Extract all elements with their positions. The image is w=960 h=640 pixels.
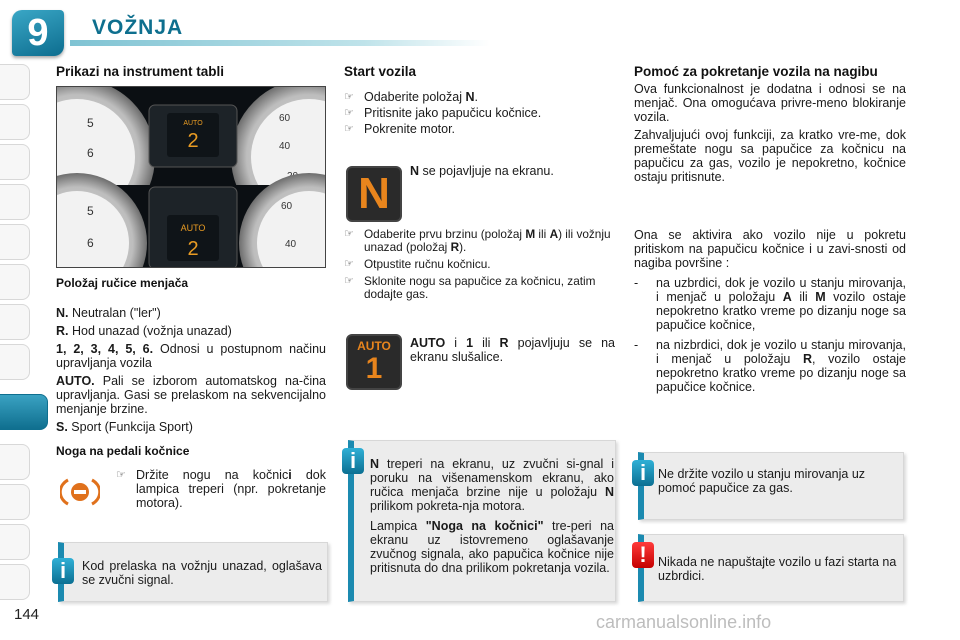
info-text: tre-peri na ekranu uz istovremeno oglašavanje zvučnog signala, ako papučica kočnice nije pritisnuta do dna prilikom pokretanja vozila. (370, 519, 614, 575)
info-text: prilikom pokreta-nja motora. (370, 499, 525, 513)
start-step (344, 122, 619, 136)
gear-item (56, 306, 326, 320)
step-text: Pritisnite jako papučicu kočnice. (364, 106, 542, 120)
step-end: . (474, 90, 478, 104)
column-start (344, 64, 619, 136)
column-hill-start (634, 64, 906, 184)
svg-text:40: 40 (279, 141, 291, 152)
gear-item (56, 420, 326, 434)
step-text: Otpustite ručnu kočnicu. (364, 257, 491, 271)
auto-display-digit: 1 (365, 351, 383, 385)
gear-digit-bottom: 2 (187, 238, 199, 260)
svg-text:5: 5 (87, 204, 94, 218)
dash-text: ili (791, 290, 816, 304)
bullet-icon: ☞ (344, 123, 354, 135)
info-bold: N (370, 457, 380, 471)
instrument-panel-illustration (57, 87, 326, 268)
side-tab[interactable] (0, 144, 30, 180)
brake-text-bold: i (288, 468, 292, 482)
step-text: ). (459, 240, 467, 254)
hill-dash-item (634, 276, 906, 332)
warning-icon: ! (632, 542, 654, 568)
step-text: ) ili vožnju unazad (položaj (364, 227, 611, 254)
hill-paragraph: Ova funkcionalnost je dodatna i odnosi se na menjač. Ona omogućava privre-meno blokiranje vozila. (634, 82, 906, 124)
start-step (344, 258, 619, 271)
gear-desc: Sport (Funkcija Sport) (71, 420, 193, 434)
brake-pedal-warning-icon (60, 474, 100, 510)
gear-digit-top: 2 (187, 130, 199, 152)
accelerator-info-box (638, 452, 904, 520)
instrument-panel-image (56, 86, 326, 268)
chapter-side-tabs (0, 64, 34, 624)
svg-text:60: 60 (279, 113, 291, 124)
auto-caption-text: pojavljuju se na ekranu slušalice. (410, 336, 615, 364)
bullet-icon: ☞ (344, 275, 354, 287)
gear-key: 1, 2, 3, 4, 5, 6. (56, 342, 154, 356)
auto-caption (410, 336, 615, 364)
gear-lever-heading: Položaj ručice menjača (56, 276, 189, 290)
hill-paragraph: Zahvaljujući ovoj funkciji, za kratko vre-me, dok premeštate nogu sa papučice za kočnicu na papučicu za gas, vozilo je nepokretno, kočnice ostaju pritisnute. (634, 128, 906, 184)
brake-section (56, 444, 326, 458)
auto-caption-bold: AUTO (410, 336, 446, 350)
column-instrument-display (56, 64, 326, 80)
side-tab-active[interactable] (0, 394, 48, 430)
side-tab[interactable] (0, 564, 30, 600)
dash-text: vozilo ostaje nepokretno kratko vreme po dizanju noge sa papučice kočnice, (656, 290, 906, 332)
dash-bold: A (782, 290, 792, 304)
auto-display-image (346, 334, 402, 390)
auto-caption-bold: 1 (466, 336, 474, 350)
info-bold: N (604, 485, 614, 499)
start-step (344, 106, 619, 120)
brake-text-end: dok lampica treperi (npr. pokretanje motora). (136, 468, 326, 510)
svg-text:60: 60 (281, 201, 293, 212)
dash-bold: M (815, 290, 826, 304)
hill-activation (634, 226, 906, 394)
auto-caption-text: i (445, 336, 467, 350)
auto-caption-text: ili (473, 336, 500, 350)
info-bold: "Noga na kočnici" (425, 519, 544, 533)
bullet-icon: ☞ (344, 258, 354, 270)
gear-key: S. (56, 420, 68, 434)
gear-item (56, 342, 326, 370)
side-tab[interactable] (0, 104, 30, 140)
svg-text:6: 6 (87, 236, 94, 250)
auto-label-bottom: AUTO (180, 223, 206, 233)
dash-text: , vozilo ostaje nepokretno kratko vreme po dizanju noge sa papučice kočnice. (656, 352, 906, 394)
side-tab[interactable] (0, 264, 30, 300)
start-info-box (348, 440, 616, 602)
brake-text: Držite nogu na kočnic (136, 468, 289, 482)
hill-warning-text: Nikada ne napuštajte vozilo u fazi starta na uzbrdici. (658, 555, 897, 583)
svg-text:40: 40 (285, 239, 297, 250)
svg-text:5: 5 (87, 116, 94, 130)
side-tab[interactable] (0, 344, 30, 380)
info-icon: i (52, 558, 74, 584)
section-heading: Prikazi na instrument tabli (56, 64, 225, 79)
info-icon: i (632, 460, 654, 486)
side-tab[interactable] (0, 524, 30, 560)
brake-bullet (116, 466, 326, 510)
bullet-icon: ☞ (344, 107, 354, 119)
side-tab[interactable] (0, 444, 30, 480)
side-tab[interactable] (0, 184, 30, 220)
step-text: Sklonite nogu sa papučice za kočnicu, zatim dodajte gas. (364, 274, 596, 301)
n-caption-text: se pojavljuje na ekranu. (419, 164, 554, 178)
step-text: Pokrenite motor. (364, 122, 456, 136)
reverse-info-text: Kod prelaska na vožnju unazad, oglašava se zvučni signal. (82, 559, 322, 587)
start-step (344, 275, 619, 301)
step-bold: N (465, 90, 475, 104)
dash-marker: - (634, 276, 639, 290)
watermark: carmanualsonline.info (596, 612, 772, 632)
accelerator-info-text: Ne držite vozilo u stanju mirovanja uz pomoć papučice za gas. (658, 467, 866, 495)
gear-lever-section (56, 276, 326, 434)
gear-item (56, 324, 326, 338)
step-text: Odaberite položaj (364, 90, 466, 104)
start-step (344, 228, 619, 254)
side-tab[interactable] (0, 224, 30, 260)
info-text: Lampica (370, 519, 426, 533)
gear-key: N. (56, 306, 69, 320)
auto-display-label: AUTO (357, 338, 391, 353)
dash-text: na uzbrdici, dok je vozilo u stanju mirovanja, i menjač u položaju (656, 276, 906, 304)
side-tab[interactable] (0, 64, 30, 100)
svg-text:6: 6 (87, 146, 94, 160)
step-bold: A (549, 227, 559, 241)
chapter-number-badge: 9 (12, 10, 64, 56)
hill-dash-item (634, 338, 906, 394)
step-text: Odaberite prvu brzinu (položaj (364, 227, 526, 241)
bullet-icon: ☞ (116, 469, 126, 481)
gear-desc: Hod unazad (vožnja unazad) (71, 324, 232, 338)
side-tab[interactable] (0, 304, 30, 340)
step-bold: R (450, 240, 460, 254)
start-info-text (370, 455, 614, 575)
start-step (344, 90, 619, 104)
start-steps-2 (344, 226, 619, 301)
hill-warning-box (638, 534, 904, 602)
side-tab[interactable] (0, 484, 30, 520)
gear-item (56, 374, 326, 416)
page-number: 144 (14, 606, 40, 623)
n-caption (410, 164, 615, 178)
hill-paragraph: Ona se aktivira ako vozilo nije u pokretu pritiskom na papučicu kočnice i u zavi-snosti od nagiba površine : (634, 228, 906, 270)
section-heading: Start vozila (344, 64, 417, 79)
auto-caption-bold: R (499, 336, 509, 350)
info-text: treperi na ekranu, uz zvučni si-gnal i poruku na višenamenskom ekranu, ako ručica menjača brzine nije u položaju (370, 457, 614, 499)
auto-label-top: AUTO (183, 120, 203, 127)
header-strip (70, 40, 490, 46)
brake-heading: Noga na pedali kočnice (56, 444, 190, 458)
gear-key: AUTO. (56, 374, 95, 388)
step-bold: M (525, 227, 536, 241)
dash-marker: - (634, 338, 639, 352)
bullet-icon: ☞ (344, 91, 354, 103)
n-caption-bold: N (410, 164, 420, 178)
chapter-title: VOŽNJA (92, 16, 184, 39)
section-heading: Pomoć za pokretanje vozila na nagibu (634, 64, 878, 79)
n-display-letter: N (358, 169, 390, 218)
bullet-icon: ☞ (344, 228, 354, 240)
reverse-info-box (58, 542, 328, 602)
dash-bold: R (802, 352, 813, 366)
n-display-image (346, 166, 402, 222)
dash-text: na nizbrdici, dok je vozilo u stanju mirovanja, i menjač u položaju (656, 338, 906, 366)
step-text: ili (535, 227, 550, 241)
info-icon: i (342, 448, 364, 474)
gear-desc: Odnosi u postupnom načinu upravljanja vozila (56, 342, 326, 370)
gear-key: R. (56, 324, 69, 338)
gear-desc: Neutralan ("ler") (71, 306, 161, 320)
gear-desc: Pali se izborom automatskog na-čina upravljanja. Gasi se prelaskom na sekvencijalno menjanje brzine. (56, 374, 326, 416)
